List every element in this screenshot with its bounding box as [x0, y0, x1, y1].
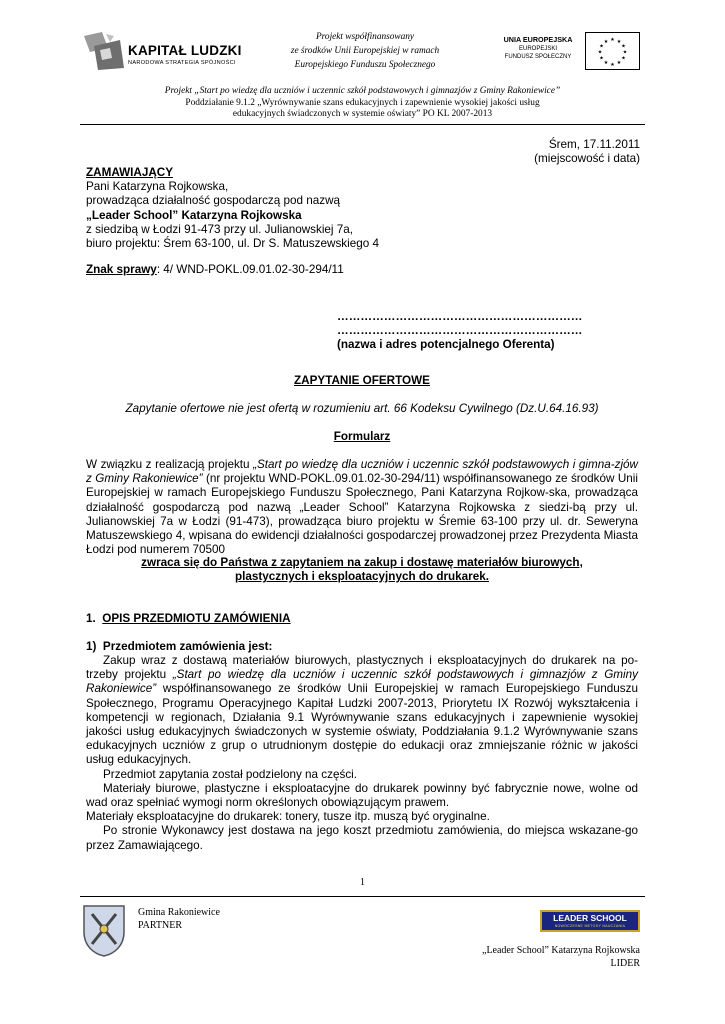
section-paragraph: Materiały biurowe, plastyczne i eksploatacyjne do drukarek powinny być fabrycznie nowe, wolne od wad oraz spełniać wymogi norm określonych obowiązującym prawem. [86, 781, 638, 810]
eu-title: UNIA EUROPEJSKA [503, 35, 573, 44]
project-line: Projekt „Start po wiedzę dla uczniów i uczennic szkół podstawowych i gimnazjów z Gminy Rakoniewice” [164, 86, 561, 96]
leader-name: „Leader School” Katarzyna Rojkowska [482, 945, 640, 956]
case-number [86, 263, 638, 277]
section-heading [86, 612, 638, 626]
bidder-dots: ……………………………………………………… [337, 310, 583, 323]
intro-text: (nr projektu WND-POKL.09.01.02-30-294/11) współfinansowanego ze środków Unii Europejskiej w ramach Europejskiego Funduszu Społecznego, Pani Katarzyna Rojkow-ska, prowadząca działalność gospodarczą pod nazwą „Leader School” Katarzyna Rojkowska z siedzi-bą przy ul. Julianowskiej 7a w Łodzi (91-473), prowadząca biuro projektu w Śremie 63-100 przy ul. dr. Seweryna Matuszewskiego 4, wpisana do ewidencji działalności gospodarczej prowadzonej przez Prezydenta Miasta Łodzi pod numerem 70500 [86, 472, 638, 557]
section-title: OPIS PRZEDMIOTU ZAMÓWIENIA [102, 612, 291, 625]
svg-text:★: ★ [610, 62, 615, 68]
bidder-dots: ……………………………………………………… [337, 324, 583, 338]
logo-title: KAPITAŁ LUDZKI [128, 43, 242, 58]
leader-school-slogan: NOWOCZESNE METODY NAUCZANIA [554, 924, 626, 928]
document-title: ZAPYTANIE OFERTOWE [294, 374, 430, 387]
svg-text:★: ★ [616, 60, 622, 66]
header-divider [80, 124, 645, 125]
eu-flag-icon [585, 32, 640, 70]
project-line: edukacyjnych świadczonych w systemie oświaty” PO KL 2007-2013 [232, 109, 493, 119]
svg-text:★: ★ [621, 43, 626, 50]
leader-school-logo-text: LEADER SCHOOL [553, 913, 627, 923]
project-header [80, 86, 645, 121]
section-paragraph: Przedmiot zapytania został podzielony na części. [103, 767, 358, 781]
gmina-crest-icon [80, 902, 128, 958]
cofinance-line: ze środków Unii Europejskiej w ramach [290, 46, 440, 56]
svg-text:★: ★ [599, 43, 604, 50]
svg-text:★: ★ [621, 55, 626, 62]
section-text: Zakup wraz z dostawą materiałów biurowych, plastycznych i eksploatacyjnych do drukarek na po-trzeby projektu [86, 654, 638, 682]
place-date [534, 138, 640, 166]
intro-request: zwraca się do Państwa z zapytaniem na zakup i dostawę materiałów biurowych, plastycznych i eksploatacyjnych do drukarek. [141, 556, 583, 584]
eu-fund-line: FUNDUSZ SPOŁECZNY [504, 54, 572, 60]
svg-text:★: ★ [599, 55, 604, 62]
kapital-ludzki-emblem-icon [80, 28, 128, 72]
leader-role: LIDER [610, 958, 640, 969]
project-line: Poddziałanie 9.1.2 „Wyrównywanie szans edukacyjnych i zapewnienie wysokiej jakości usług [185, 97, 540, 108]
svg-text:★: ★ [597, 49, 603, 56]
orderer-block [86, 166, 638, 251]
place-date-label: (miejscowość i data) [534, 152, 640, 166]
bidder-block [337, 310, 582, 353]
bidder-label: (nazwa i adres potencjalnego Oferenta) [337, 338, 555, 352]
orderer-line: Pani Katarzyna Rojkowska, [86, 180, 229, 194]
orderer-line: biuro projektu: Śrem 63-100, ul. Dr S. Matuszewskiego 4 [86, 237, 379, 251]
project-name: „Start po wiedzę dla uczniów i uczennic szkół podstawowych i gimnazjów z Gminy Rakoniewice” [86, 668, 638, 696]
cofinance-line: Europejskiego Funduszu Społecznego [294, 60, 436, 70]
section-number: 1. [86, 612, 96, 625]
case-value: : 4/ WND-POKL.09.01.02-30-294/11 [156, 263, 344, 276]
orderer-line: z siedzibą w Łodzi 91-473 przy ul. Julianowskiej 7a, [86, 222, 354, 236]
svg-text:★: ★ [603, 60, 609, 66]
place-date-value: Śrem, 17.11.2011 [548, 138, 640, 151]
case-label: Znak sprawy [86, 263, 157, 276]
leader-school-logo [540, 910, 640, 932]
eu-fund-line: EUROPEJSKI [518, 45, 557, 52]
cofinance-note [270, 30, 460, 72]
intro-text: W związku z realizacją projektu [86, 458, 254, 471]
orderer-line: prowadząca działalność gospodarczą pod nazwą [86, 194, 341, 208]
section-text: współfinansowanego ze środków Unii Europejskiej w ramach Europejskiego Funduszu Społecznego, Programu Operacyjnego Kapitał Ludzki 2007-2013, Priorytetu IX Rozwój wykształcenia i kompetencji w regionach, Działania 9.1 Wyrównywanie szans edukacyjnych i zapewnienie wysokiej jakości usług edukacyjnych świadczonych w systemie oświaty, Poddziałania 9.1.2 Wyrównywanie szans edukacyjnych uczniów z grup o utrudnionym dostępie do edukacji oraz zmniejszanie różnic w jakości usług edukacyjnych. [86, 682, 638, 767]
logo-subtitle: NARODOWA STRATEGIA SPÓJNOŚCI [128, 60, 236, 66]
partner-name: Gmina Rakoniewice [138, 907, 220, 918]
document-subtitle: Zapytanie ofertowe nie jest ofertą w rozumieniu art. 66 Kodeksu Cywilnego (Dz.U.64.16.93) [125, 402, 599, 415]
svg-text:★: ★ [622, 49, 628, 56]
page-number: 1 [360, 877, 365, 888]
svg-text:★: ★ [616, 39, 622, 45]
orderer-company: „Leader School” Katarzyna Rojkowska [86, 208, 302, 222]
orderer-heading: ZAMAWIAJĄCY [86, 166, 174, 179]
subsection-number: 1) [86, 640, 97, 653]
section-paragraph: Po stronie Wykonawcy jest dostawa na jego koszt przedmiotu zamówienia, do miejsca wskazane-go przez Zamawiającego. [86, 824, 638, 852]
intro-paragraph [86, 458, 638, 557]
leader-block [482, 944, 640, 970]
form-heading: Formularz [333, 430, 391, 443]
cofinance-line: Projekt współfinansowany [315, 32, 415, 42]
svg-text:★: ★ [610, 37, 615, 43]
partner-role: PARTNER [138, 920, 183, 931]
svg-text:★: ★ [603, 39, 609, 45]
project-name: „Start po wiedzę dla uczniów i uczennic szkół podstawowych i gimna-zjów z Gminy Rakoniewice” [86, 458, 638, 486]
subsection-title: Przedmiotem zamówienia jest: [102, 640, 273, 653]
subsection-heading [86, 640, 638, 654]
section-paragraph [86, 654, 638, 768]
section-body [86, 654, 638, 853]
partner-block [138, 906, 220, 932]
footer-divider [80, 896, 645, 897]
section-paragraph: Materiały eksploatacyjne do drukarek: tonery, tusze itp. muszą być oryginalne. [86, 810, 490, 824]
eu-label [488, 36, 588, 62]
